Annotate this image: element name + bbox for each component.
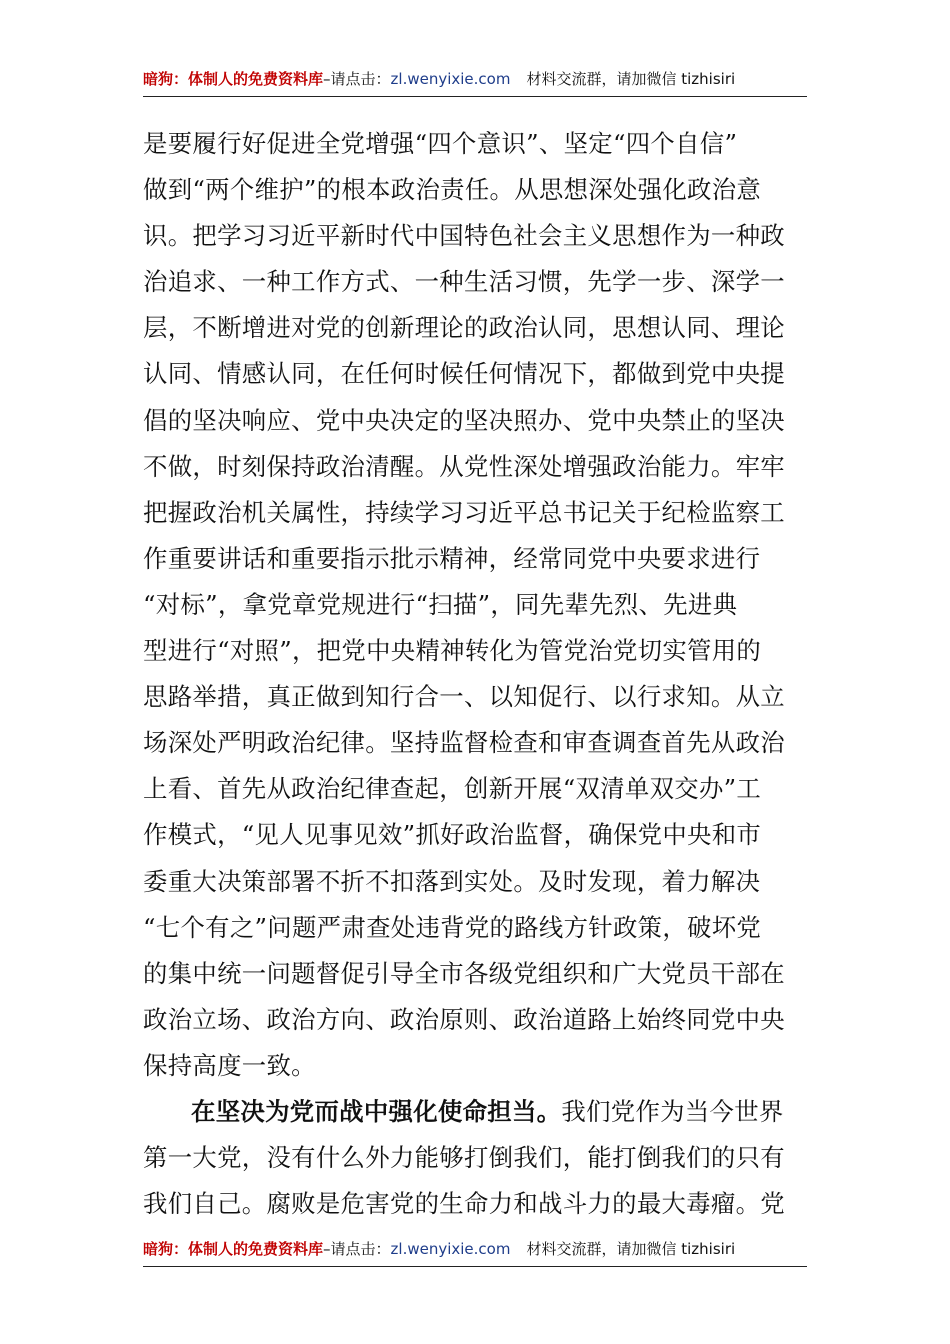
text-line: 是要履行好促进全党增强“四个意识”、坚定“四个自信” xyxy=(143,129,738,158)
footer-click-prompt: –请点击： xyxy=(323,1240,391,1258)
header-click-prompt: –请点击： xyxy=(323,70,391,88)
page-header xyxy=(143,66,807,97)
text-line: 做到“两个维护”的根本政治责任。从思想深处强化政治意 xyxy=(143,175,762,205)
text-line: 识。把学习习近平新时代中国特色社会主义思想作为一种政 xyxy=(143,221,785,251)
footer-url-link[interactable]: zl.wenyixie.com xyxy=(390,1240,511,1258)
text-line: 层，不断增进对党的创新理论的政治认同，思想认同、理论 xyxy=(143,313,785,343)
text-line: 作重要讲话和重要指示批示精神，经常同党中央要求进行 xyxy=(143,543,761,573)
text-line: 认同、情感认同，在任何时候任何情况下，都做到党中央提 xyxy=(143,359,785,389)
page-footer xyxy=(143,1236,807,1267)
text-line: “七个有之”问题严肃查处违背党的路线方针政策，破坏党 xyxy=(143,912,762,942)
text-line: 我们自己。腐败是危害党的生命力和战斗力的最大毒瘤。党 xyxy=(143,1189,785,1219)
paragraph-1 xyxy=(143,121,809,1089)
header-contact: 材料交流群，请加微信 tizhisiri xyxy=(526,70,736,88)
text-line: 思路举措，真正做到知行合一、以知促行、以行求知。从立 xyxy=(143,682,785,712)
header-url-link[interactable]: zl.wenyixie.com xyxy=(390,70,511,88)
header-brand: 暗狗：体制人的免费资料库 xyxy=(143,70,324,88)
text-line: “对标”，拿党章党规进行“扫描”，同先辈先烈、先进典 xyxy=(143,589,738,619)
text-line: 场深处严明政治纪律。坚持监督检查和审查调查首先从政治 xyxy=(143,728,785,758)
text-line xyxy=(143,1089,809,1135)
paragraph-2 xyxy=(143,1089,809,1227)
text-line: 的集中统一问题督促引导全市各级党组织和广大党员干部在 xyxy=(143,958,785,988)
footer-contact: 材料交流群，请加微信 tizhisiri xyxy=(526,1240,736,1258)
document-body xyxy=(143,121,809,1227)
footer-brand: 暗狗：体制人的免费资料库 xyxy=(143,1240,324,1258)
text-line: 保持高度一致。 xyxy=(143,1050,316,1080)
text-line: 型进行“对照”，把党中央精神转化为管党治党切实管用的 xyxy=(143,636,762,666)
text-line: 不做，时刻保持政治清醒。从党性深处增强政治能力。牢牢 xyxy=(143,451,785,481)
text-line: 倡的坚决响应、党中央决定的坚决照办、党中央禁止的坚决 xyxy=(143,405,785,435)
text-line: 政治立场、政治方向、政治原则、政治道路上始终同党中央 xyxy=(143,1004,785,1034)
text-line: 作模式，“见人见事见效”抓好政治监督，确保党中央和市 xyxy=(143,820,762,850)
text-line: 第一大党，没有什么外力能够打倒我们，能打倒我们的只有 xyxy=(143,1143,785,1173)
paragraph-text: 我们党作为当今世界 xyxy=(561,1096,784,1126)
text-line: 把握政治机关属性，持续学习习近平总书记关于纪检监察工 xyxy=(143,497,785,527)
text-line: 上看、首先从政治纪律查起，创新开展“双清单双交办”工 xyxy=(143,774,762,804)
text-line: 治追求、一种工作方式、一种生活习惯，先学一步、深学一 xyxy=(143,267,785,297)
paragraph-heading: 在坚决为党而战中强化使命担当。 xyxy=(191,1096,562,1126)
text-line: 委重大决策部署不折不扣落到实处。及时发现，着力解决 xyxy=(143,866,761,896)
